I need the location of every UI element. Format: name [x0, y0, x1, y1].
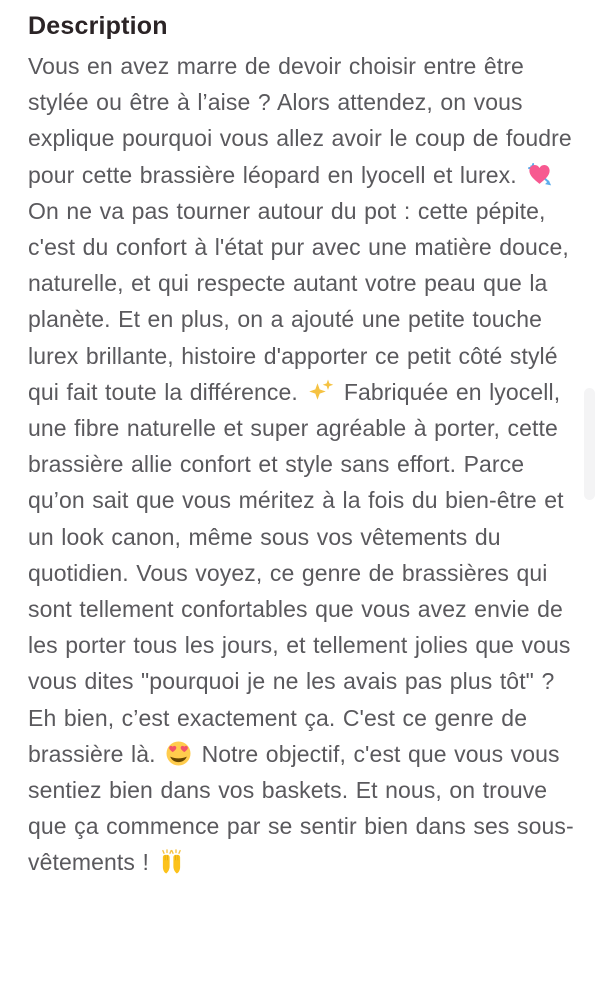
description-heading: Description	[28, 12, 168, 40]
description-paragraph: Vous en avez marre de devoir choisir entre être stylée ou être à l’aise ? Alors attendez, on vous explique pourquoi vous allez avoir le coup de foudre pour cette brassière léopard en lyocell et lurex. On ne va pas tourner autour du pot : cette pépite, c'est du confort à l'état pur avec une matière douce, naturelle, et qui respecte autant votre peau que la planète. Et en plus, on a ajouté une petite touche lurex brillante, histoire d'apporter ce petit côté stylé qui fait toute la différence. Fabriquée en lyocell, une fibre naturelle et super agréable à porter, cette brassière allie confort et style sans effort. Parce qu’on sait que vous méritez à la fois du bien-être et un look canon, même sous vos vêtements du quotidien. Vous voyez, ce genre de brassières qui sont tellement confortables que vous avez envie de les porter tous les jours, et tellement jolies que vous vous dites "pourquoi je ne les avais pas plus tôt" ? Eh bien, c’est exactement ça. C'est ce genre de brassière là. Notre objectif, c'est que vous vous sentiez bien dans vos baskets. Et nous, on trouve que ça commence par se sentir bien dans ses sous-vêtements !	[28, 53, 574, 876]
scrollbar-thumb[interactable]	[584, 388, 595, 500]
smiling-face-with-heart-eyes-icon	[165, 740, 192, 767]
sparkles-icon	[307, 378, 334, 405]
heart-with-arrow-icon	[526, 161, 553, 188]
raising-hands-icon	[158, 848, 185, 875]
